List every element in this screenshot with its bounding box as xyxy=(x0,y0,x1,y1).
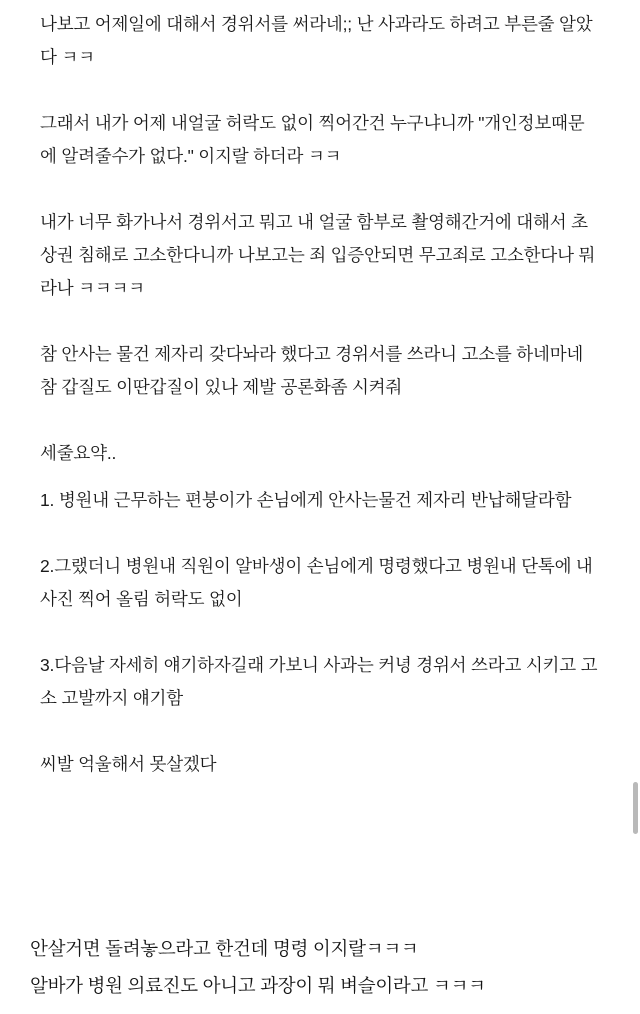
summary-heading: 세줄요약.. xyxy=(40,443,117,463)
paragraph-2: 그래서 내가 어제 내얼굴 허락도 없이 찍어간건 누구냐니까 "개인정보때문에 알려줄수가 없다." 이지랄 하더라 ㅋㅋ xyxy=(40,113,585,166)
closing-line: 씨발 억울해서 못살겠다 xyxy=(40,754,217,774)
comment-line-2: 알바가 병원 의료진도 아니고 과장이 뭐 벼슬이라고 ㅋㅋㅋ xyxy=(30,975,486,996)
summary-item-3: 3.다음날 자세히 얘기하자길래 가보니 사과는 커녕 경위서 쓰라고 시키고 고소 고발까지 얘기함 xyxy=(40,655,598,708)
comment-line-1: 안살거면 돌려놓으라고 한건데 명령 이지랄ㅋㅋㅋ xyxy=(30,938,419,959)
summary-item-2: 2.그랬더니 병원내 직원이 알바생이 손님에게 명령했다고 병원내 단톡에 내사진 찍어 올림 허락도 없이 xyxy=(40,556,593,609)
comment-block xyxy=(0,930,640,1014)
paragraph-1: 나보고 어제일에 대해서 경위서를 써라네;; 난 사과라도 하려고 부른줄 알았다 ㅋㅋ xyxy=(40,14,593,67)
paragraph-3: 내가 너무 화가나서 경위서고 뭐고 내 얼굴 함부로 촬영해간거에 대해서 초상권 침해로 고소한다니까 나보고는 죄 입증안되면 무고죄로 고소한다나 뭐라나 ㅋㅋㅋㅋ xyxy=(40,212,596,298)
paragraph-4: 참 안사는 물건 제자리 갖다놔라 했다고 경위서를 쓰라니 고소를 하네마네 참 갑질도 이딴갑질이 있나 제발 공론화좀 시켜줘 xyxy=(40,344,588,397)
scrollbar-thumb[interactable] xyxy=(633,782,638,834)
summary-item-1: 1. 병원내 근무하는 편붕이가 손님에게 안사는물건 제자리 반납해달라함 xyxy=(40,490,572,510)
